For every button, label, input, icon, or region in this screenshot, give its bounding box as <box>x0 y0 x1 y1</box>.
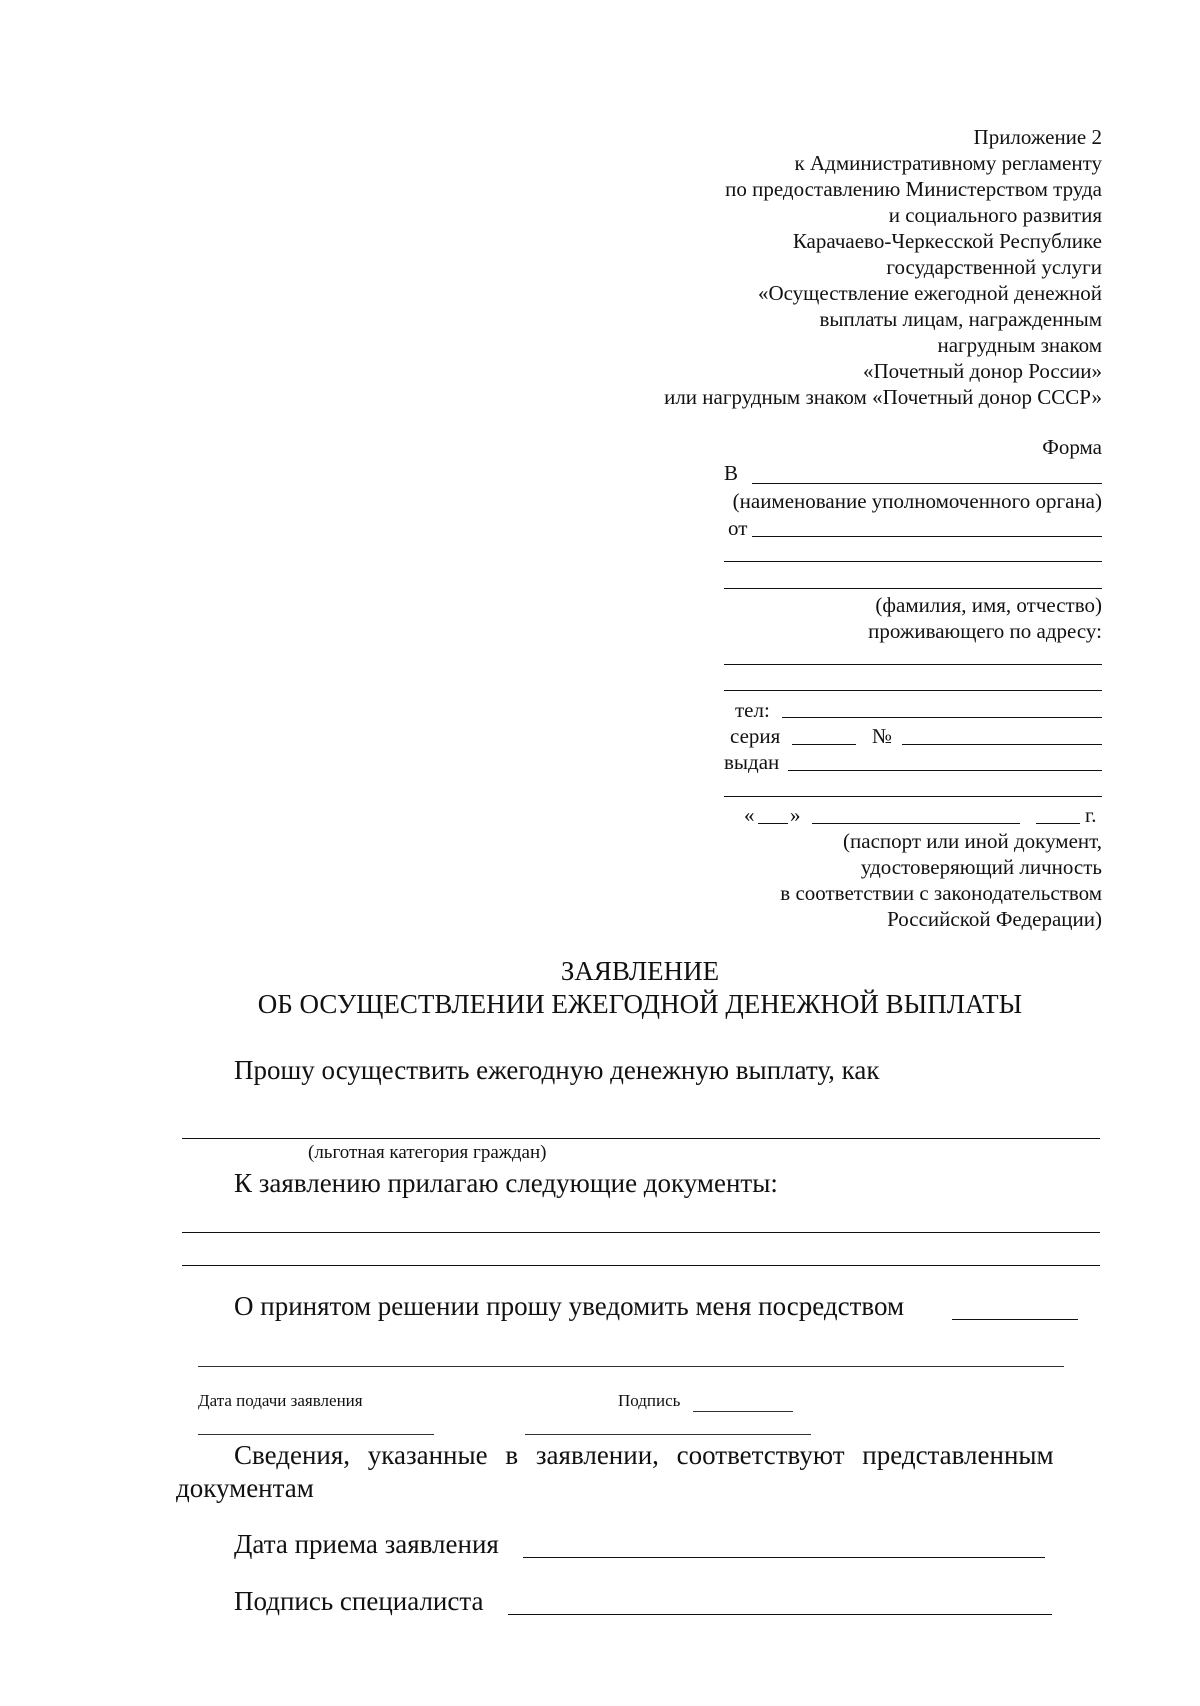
fio-field-line-1[interactable] <box>752 536 1102 537</box>
document-subtitle: ОБ ОСУЩЕСТВЛЕНИИ ЕЖЕГОДНОЙ ДЕНЕЖНОЙ ВЫПЛАТЫ <box>257 989 1023 1019</box>
receipt-date-field[interactable] <box>523 1557 1045 1558</box>
series-label: серия <box>730 724 781 748</box>
verification-text-line-1: Сведения, указанные в заявлении, соответствуют представленным <box>234 1440 1054 1470</box>
issued-field-line-2[interactable] <box>724 796 1102 797</box>
appendix-line: «Осуществление ежегодной денежной <box>757 281 1102 305</box>
fio-caption: (фамилия, имя, отчество) <box>875 593 1102 617</box>
authority-field[interactable] <box>752 483 1102 484</box>
passport-caption-line: Российской Федерации) <box>887 907 1102 931</box>
appendix-line: или нагрудным знаком «Почетный донор СССР» <box>664 385 1102 409</box>
appendix-line: и социального развития <box>888 203 1102 227</box>
signature-inline-field[interactable] <box>693 1411 793 1412</box>
passport-caption-line: удостоверяющий личность <box>860 855 1102 879</box>
to-prefix: В <box>724 461 739 485</box>
documents-text: К заявлению прилагаю следующие документы: <box>234 1168 778 1198</box>
fio-field-line-2[interactable] <box>724 561 1102 562</box>
appendix-line: к Административному регламенту <box>794 151 1102 175</box>
notify-method-field-line-2[interactable] <box>198 1366 1064 1367</box>
year-suffix: г. <box>1085 803 1097 827</box>
series-field[interactable] <box>792 744 856 745</box>
phone-label: тел: <box>735 698 770 722</box>
date-open-quote: « <box>744 803 755 827</box>
appendix-line: государственной услуги <box>886 255 1102 279</box>
appendix-line: по предоставлению Министерством труда <box>725 177 1102 201</box>
appendix-line: Карачаево-Черкесской Республике <box>792 229 1102 253</box>
documents-field-line-1[interactable] <box>182 1232 1100 1233</box>
fio-field-line-3[interactable] <box>724 588 1102 589</box>
address-field-line-1[interactable] <box>724 664 1102 665</box>
appendix-line: Приложение 2 <box>973 125 1102 149</box>
form-label: Форма <box>1042 435 1102 459</box>
number-label: № <box>872 724 893 748</box>
appendix-line: выплаты лицам, награжденным <box>819 307 1102 331</box>
number-field[interactable] <box>902 744 1102 745</box>
submission-date-label: Дата подачи заявления <box>198 1391 363 1410</box>
signature-field[interactable] <box>525 1434 811 1435</box>
from-prefix: от <box>728 516 748 540</box>
request-text: Прошу осуществить ежегодную денежную выплату, как <box>234 1055 880 1085</box>
issue-day-field[interactable] <box>758 823 788 824</box>
notify-text: О принятом решении прошу уведомить меня посредством <box>234 1291 905 1321</box>
document-title: ЗАЯВЛЕНИЕ <box>560 956 720 986</box>
address-caption: проживающего по адресу: <box>868 619 1102 643</box>
category-caption: (льготная категория граждан) <box>308 1142 547 1163</box>
category-field[interactable] <box>182 1138 1100 1139</box>
address-field-line-2[interactable] <box>724 690 1102 691</box>
receipt-date-label: Дата приема заявления <box>234 1529 499 1559</box>
notify-method-field[interactable] <box>952 1319 1078 1320</box>
issued-field-line-1[interactable] <box>788 770 1102 771</box>
submission-date-field[interactable] <box>198 1434 434 1435</box>
phone-field[interactable] <box>782 717 1102 718</box>
issued-label: выдан <box>724 750 780 774</box>
passport-caption-line: (паспорт или иной документ, <box>843 829 1102 853</box>
verification-text-line-2: документам <box>176 1473 314 1503</box>
documents-field-line-2[interactable] <box>182 1265 1100 1266</box>
appendix-line: нагрудным знаком <box>937 333 1102 357</box>
appendix-line: «Почетный донор России» <box>863 359 1102 383</box>
authority-caption: (наименование уполномоченного органа) <box>732 489 1102 513</box>
issue-month-field[interactable] <box>812 823 1020 824</box>
specialist-signature-label: Подпись специалиста <box>234 1586 484 1616</box>
signature-label: Подпись <box>618 1391 681 1410</box>
specialist-signature-field[interactable] <box>508 1614 1052 1615</box>
issue-year-field[interactable] <box>1036 823 1080 824</box>
date-close-quote: » <box>790 803 801 827</box>
passport-caption-line: в соответствии с законодательством <box>780 881 1102 905</box>
